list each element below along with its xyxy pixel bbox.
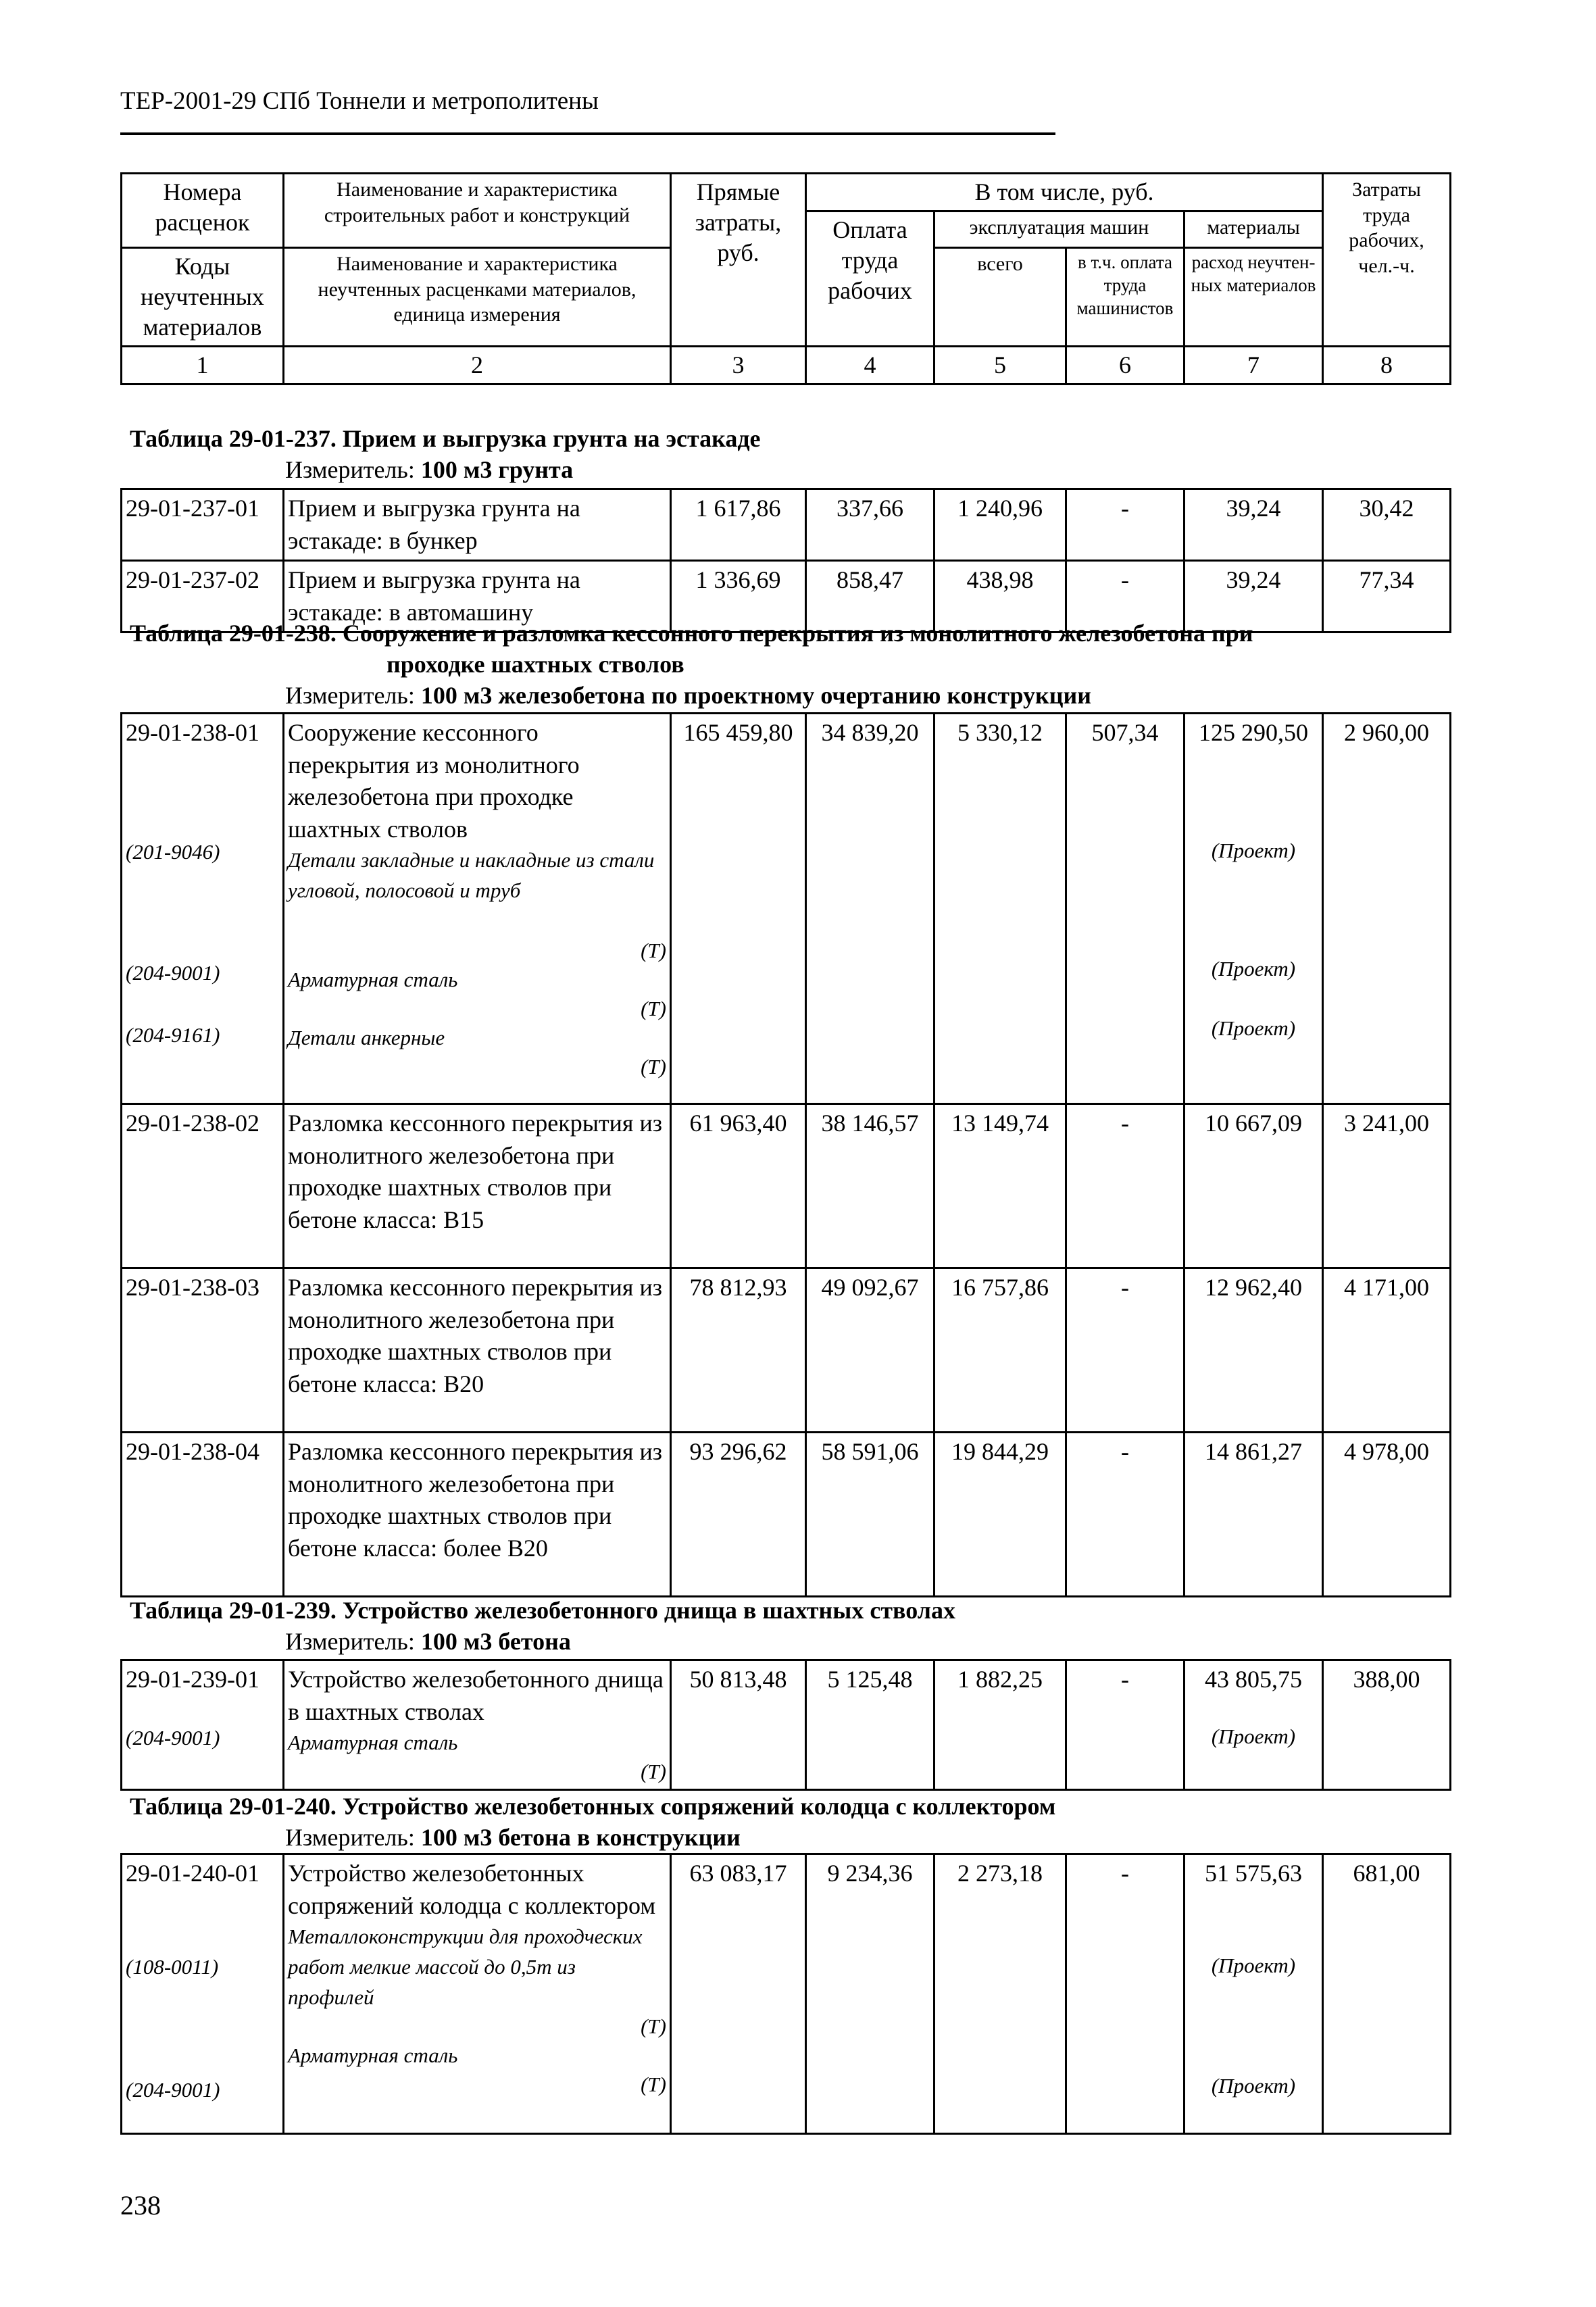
measure-value: 100 м3 железобетона по проектному очертанию конструкции: [420, 682, 1091, 709]
col-number: 3: [671, 347, 806, 384]
material-name: Металлоконструкции для проходческих работ мелкие массой до 0,5т из профилей: [288, 1925, 643, 2009]
machines-total: 1 240,96: [934, 489, 1066, 561]
table-238-measure: [285, 681, 1091, 710]
work-name: Разломка кессонного перекрытия из монолитного железобетона при проходке шахтных стволов при бетоне класса: В20: [284, 1268, 671, 1433]
table-240-title: Таблица 29-01-240. Устройство железобетонных сопряжений колодца с коллектором: [130, 1793, 1056, 1820]
table-238: [120, 712, 1451, 1597]
material-unit: (Т): [641, 2072, 666, 2096]
col-number: 1: [122, 347, 284, 384]
labor-pay: 337,66: [806, 489, 934, 561]
materials-cell: [1184, 714, 1323, 1104]
work-name: Устройство железобетонного днища в шахтных стволах: [288, 1666, 664, 1725]
material-name: Детали закладные и накладные из стали угловой, полосовой и труб: [288, 848, 655, 902]
rate-code-cell: [122, 1854, 284, 2134]
direct-cost: 1 617,86: [671, 489, 806, 561]
table-237-title: Таблица 29-01-237. Прием и выгрузка грунта на эстакаде: [130, 425, 761, 452]
table-238-title: Таблица 29-01-238. Сооружение и разломка кессонного перекрытия из монолитного железобетона при: [130, 620, 1253, 647]
col-number: 4: [806, 347, 934, 384]
col-number: 2: [284, 347, 671, 384]
materials-cost: 51 575,63: [1205, 1860, 1302, 1887]
rate-code: 29-01-238-02: [122, 1104, 284, 1268]
labor-hours: 4 171,00: [1323, 1268, 1451, 1433]
labor-hours: 4 978,00: [1323, 1433, 1451, 1597]
table-239: [120, 1659, 1451, 1791]
measure-label: Измеритель:: [285, 456, 415, 483]
labor-hours: 2 960,00: [1323, 714, 1451, 1104]
rate-code: 29-01-240-01: [126, 1860, 259, 1887]
materials-cost: 12 962,40: [1184, 1268, 1323, 1433]
material-name: Арматурная сталь: [288, 1731, 458, 1755]
machines-total: 2 273,18: [934, 1854, 1066, 2134]
table-row: [122, 714, 1451, 1104]
col-number: 6: [1066, 347, 1184, 384]
col5-header: всего: [934, 248, 1066, 347]
group-header: В том числе, руб.: [806, 174, 1323, 212]
operators-pay: -: [1066, 561, 1184, 632]
labor-hours: 3 241,00: [1323, 1104, 1451, 1268]
labor-hours: 77,34: [1323, 561, 1451, 632]
work-name: Разломка кессонного перекрытия из монолитного железобетона при проходке шахтных стволов при бетоне класса: более В20: [284, 1433, 671, 1597]
labor-pay: 38 146,57: [806, 1104, 934, 1268]
work-name-cell: [284, 714, 671, 1104]
machines-total: 13 149,74: [934, 1104, 1066, 1268]
work-name: Прием и выгрузка грунта на эстакаде: в бункер: [284, 489, 671, 561]
document-header: ТЕР-2001-29 СПб Тоннели и метрополитены: [120, 87, 599, 115]
table-240: [120, 1853, 1451, 2135]
labor-hours: 681,00: [1323, 1854, 1451, 2134]
material-code: (201-9046): [126, 839, 220, 864]
header-divider: [120, 132, 1055, 135]
page-number: 238: [120, 2190, 161, 2221]
col1-top-header: Номера расценок: [122, 174, 284, 248]
machines-total: 1 882,25: [934, 1660, 1066, 1790]
labor-pay: 858,47: [806, 561, 934, 632]
material-expense: (Проект): [1211, 1953, 1296, 1977]
operators-pay: -: [1066, 1854, 1184, 2134]
materials-cost: 43 805,75: [1205, 1666, 1302, 1693]
material-name: Арматурная сталь: [288, 967, 458, 991]
material-code: (204-9001): [126, 961, 220, 985]
table-239-title: Таблица 29-01-239. Устройство железобетонного днища в шахтных стволах: [130, 1597, 955, 1624]
rate-code: 29-01-237-02: [122, 561, 284, 632]
material-code: (204-9001): [126, 1725, 220, 1750]
work-name: Разломка кессонного перекрытия из монолитного железобетона при проходке шахтных стволов при бетоне класса: В15: [284, 1104, 671, 1268]
table-row: [122, 1433, 1451, 1597]
direct-cost: 61 963,40: [671, 1104, 806, 1268]
table-row: [122, 489, 1451, 561]
labor-pay: 49 092,67: [806, 1268, 934, 1433]
col1-bottom-header: Коды неучтенных материалов: [122, 248, 284, 347]
material-code: (108-0011): [126, 1954, 219, 1979]
col-number: 7: [1184, 347, 1323, 384]
direct-cost: 93 296,62: [671, 1433, 806, 1597]
operators-pay: 507,34: [1066, 714, 1184, 1104]
operators-pay: -: [1066, 1433, 1184, 1597]
machines-header: эксплуатация машин: [934, 212, 1184, 248]
material-expense: (Проект): [1211, 1724, 1296, 1748]
material-code: (204-9001): [126, 2078, 220, 2102]
material-code: (204-9161): [126, 1023, 220, 1047]
table-row: [122, 1268, 1451, 1433]
materials-cell: [1184, 1854, 1323, 2134]
materials-header: материалы: [1184, 212, 1323, 248]
direct-cost: 165 459,80: [671, 714, 806, 1104]
rate-code: 29-01-238-04: [122, 1433, 284, 1597]
table-237: [120, 488, 1451, 633]
table-240-measure: [285, 1823, 741, 1852]
materials-cost: 39,24: [1184, 489, 1323, 561]
table-row: [122, 1854, 1451, 2134]
materials-cost: 10 667,09: [1184, 1104, 1323, 1268]
material-expense: (Проект): [1211, 838, 1296, 862]
material-unit: (Т): [641, 996, 666, 1020]
rate-code: 29-01-238-01: [126, 719, 259, 746]
work-name: Прием и выгрузка грунта на эстакаде: в автомашину: [284, 561, 671, 632]
col-number: 8: [1323, 347, 1451, 384]
labor-hours: 388,00: [1323, 1660, 1451, 1790]
material-expense: (Проект): [1211, 1016, 1296, 1041]
machines-total: 438,98: [934, 561, 1066, 632]
work-name: Сооружение кессонного перекрытия из монолитного железобетона при проходке шахтных стволов: [288, 719, 580, 843]
labor-pay: 34 839,20: [806, 714, 934, 1104]
column-header-table: [120, 172, 1451, 385]
col3-header: Прямые затраты, руб.: [671, 174, 806, 347]
material-expense: (Проект): [1211, 957, 1296, 981]
table-row: [122, 1104, 1451, 1268]
col-number: 5: [934, 347, 1066, 384]
table-row: [122, 1660, 1451, 1790]
machines-total: 16 757,86: [934, 1268, 1066, 1433]
direct-cost: 63 083,17: [671, 1854, 806, 2134]
work-name: Устройство железобетонных сопряжений колодца с коллектором: [288, 1860, 656, 1919]
direct-cost: 78 812,93: [671, 1268, 806, 1433]
rate-code-cell: [122, 714, 284, 1104]
measure-label: Измеритель:: [285, 1628, 415, 1655]
work-name-cell: [284, 1854, 671, 2134]
measure-label: Измеритель:: [285, 682, 415, 709]
material-unit: (Т): [641, 2014, 666, 2038]
rate-code: 29-01-237-01: [122, 489, 284, 561]
materials-cell: [1184, 1660, 1323, 1790]
material-unit: (Т): [641, 1054, 666, 1078]
measure-value: 100 м3 грунта: [420, 456, 574, 483]
labor-hours: 30,42: [1323, 489, 1451, 561]
col4-header: Оплата труда рабочих: [806, 212, 934, 347]
material-name: Арматурная сталь: [288, 2043, 458, 2067]
labor-pay: 58 591,06: [806, 1433, 934, 1597]
material-unit: (Т): [641, 1759, 666, 1783]
table-239-measure: [285, 1627, 571, 1656]
col8-header: Затраты труда рабочих, чел.-ч.: [1323, 174, 1451, 347]
measure-label: Измеритель:: [285, 1824, 415, 1851]
work-name-cell: [284, 1660, 671, 1790]
operators-pay: -: [1066, 1660, 1184, 1790]
rate-code: 29-01-239-01: [126, 1666, 259, 1693]
material-expense: (Проект): [1211, 2074, 1296, 2098]
materials-cost: 14 861,27: [1184, 1433, 1323, 1597]
material-unit: (Т): [641, 938, 666, 962]
col2-top-header: Наименование и характеристика строительных работ и конструкций: [284, 174, 671, 248]
col7-header: расход неучтен-ных материалов: [1184, 248, 1323, 347]
direct-cost: 1 336,69: [671, 561, 806, 632]
col2-bottom-header: Наименование и характеристика неучтенных расценками материалов, единица измерения: [284, 248, 671, 347]
labor-pay: 5 125,48: [806, 1660, 934, 1790]
table-238-title-continued: проходке шахтных стволов: [386, 651, 684, 678]
col6-header: в т.ч. оплата труда машинистов: [1066, 248, 1184, 347]
rate-code: 29-01-238-03: [122, 1268, 284, 1433]
materials-cost: 39,24: [1184, 561, 1323, 632]
rate-code-cell: [122, 1660, 284, 1790]
table-237-measure: [285, 455, 573, 484]
material-name: Детали анкерные: [288, 1025, 445, 1049]
measure-value: 100 м3 бетона: [420, 1628, 571, 1655]
materials-cost: 125 290,50: [1199, 719, 1308, 746]
direct-cost: 50 813,48: [671, 1660, 806, 1790]
machines-total: 5 330,12: [934, 714, 1066, 1104]
machines-total: 19 844,29: [934, 1433, 1066, 1597]
labor-pay: 9 234,36: [806, 1854, 934, 2134]
measure-value: 100 м3 бетона в конструкции: [420, 1824, 741, 1851]
operators-pay: -: [1066, 1268, 1184, 1433]
operators-pay: -: [1066, 1104, 1184, 1268]
operators-pay: -: [1066, 489, 1184, 561]
